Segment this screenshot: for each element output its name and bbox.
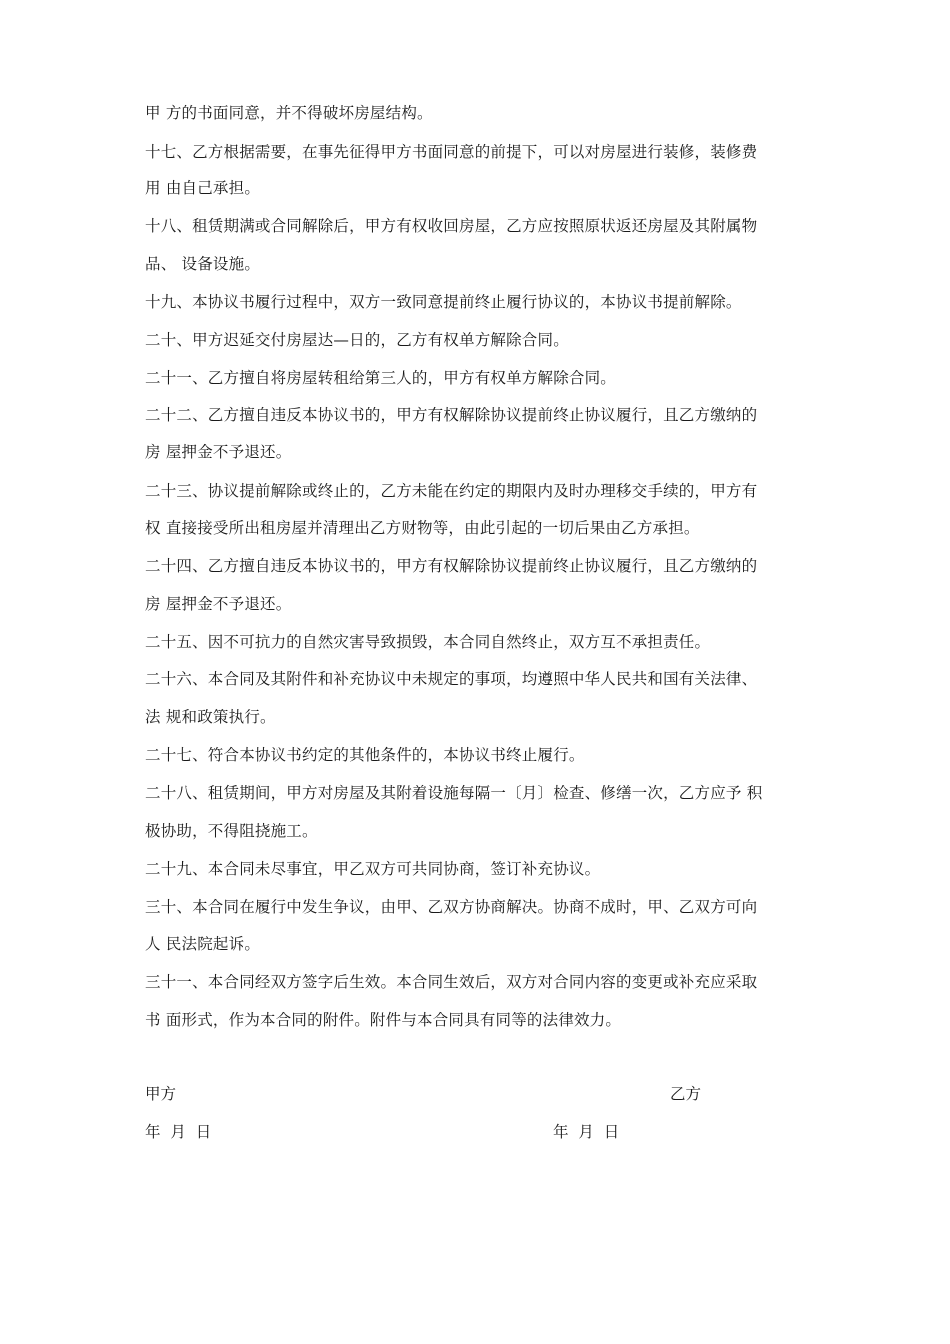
text-line: 三十、本合同在履行中发生争议，由甲、乙双方协商解决。协商不成时，甲、乙双方可向 <box>145 898 758 916</box>
party-a-date: 年 月 日 <box>145 1123 212 1141</box>
text-line: 书 面形式，作为本合同的附件。附件与本合同具有同等的法律效力。 <box>145 1011 622 1029</box>
text-line: 房 屋押金不予退还。 <box>145 595 292 613</box>
party-a-label: 甲方 <box>145 1085 177 1103</box>
party-b-date: 年 月 日 <box>553 1123 620 1141</box>
text-line: 二十、甲方迟延交付房屋达—日的，乙方有权单方解除合同。 <box>145 331 569 349</box>
text-line: 房 屋押金不予退还。 <box>145 443 292 461</box>
party-b-label: 乙方 <box>670 1085 702 1103</box>
text-line: 品、 设备设施。 <box>145 255 261 273</box>
text-line: 法 规和政策执行。 <box>145 708 276 726</box>
text-line: 二十四、乙方擅自违反本协议书的，甲方有权解除协议提前终止协议履行，且乙方缴纳的 <box>145 557 758 575</box>
text-line: 十八、租赁期满或合同解除后，甲方有权收回房屋，乙方应按照原状返还房屋及其附属物 <box>145 217 758 235</box>
text-line: 二十二、乙方擅自违反本协议书的，甲方有权解除协议提前终止协议履行，且乙方缴纳的 <box>145 406 758 424</box>
text-line: 二十九、本合同未尽事宜，甲乙双方可共同协商，签订补充协议。 <box>145 860 601 878</box>
text-line: 十九、本协议书履行过程中，双方一致同意提前终止履行协议的，本协议书提前解除。 <box>145 293 742 311</box>
text-line: 二十五、因不可抗力的自然灾害导致损毁，本合同自然终止，双方互不承担责任。 <box>145 633 711 651</box>
text-line: 甲 方的书面同意，并不得破坏房屋结构。 <box>145 104 433 122</box>
text-line: 二十七、符合本协议书约定的其他条件的，本协议书终止履行。 <box>145 746 585 764</box>
text-line: 极协助，不得阻挠施工。 <box>145 822 318 840</box>
text-line: 人 民法院起诉。 <box>145 935 261 953</box>
text-line: 二十三、协议提前解除或终止的，乙方未能在约定的期限内及时办理移交手续的，甲方有 <box>145 482 758 500</box>
text-line: 二十八、租赁期间，甲方对房屋及其附着设施每隔一〔月〕检查、修缮一次，乙方应予 积 <box>145 784 763 802</box>
text-line: 三十一、本合同经双方签字后生效。本合同生效后，双方对合同内容的变更或补充应采取 <box>145 973 758 991</box>
text-line: 二十六、本合同及其附件和补充协议中未规定的事项，均遵照中华人民共和国有关法律、 <box>145 670 758 688</box>
text-line: 十七、乙方根据需要，在事先征得甲方书面同意的前提下，可以对房屋进行装修，装修费 <box>145 143 758 161</box>
text-line: 二十一、乙方擅自将房屋转租给第三人的，甲方有权单方解除合同。 <box>145 369 617 387</box>
text-line: 用 由自己承担。 <box>145 179 261 197</box>
text-line: 权 直接接受所出租房屋并清理出乙方财物等，由此引起的一切后果由乙方承担。 <box>145 519 700 537</box>
